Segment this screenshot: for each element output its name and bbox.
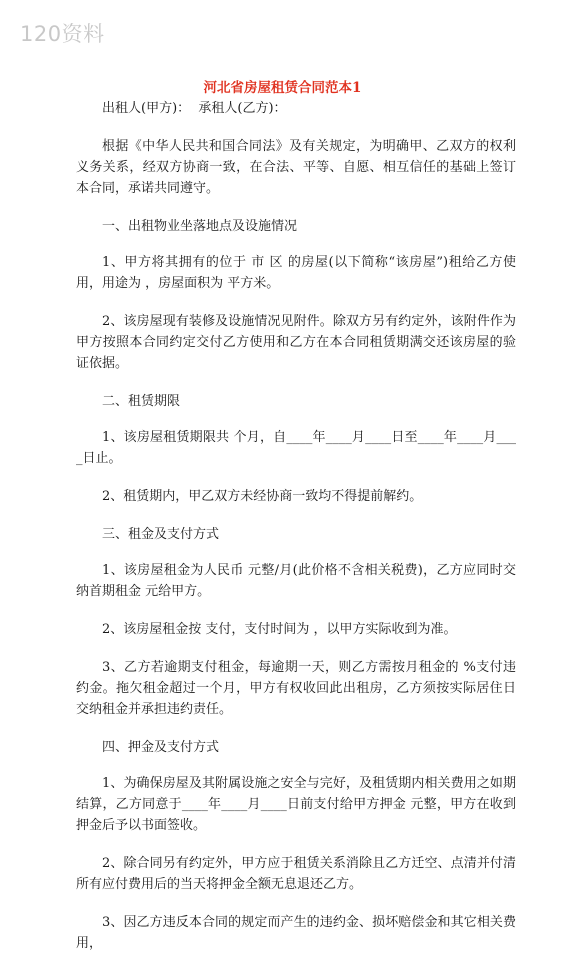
section-heading: 三、租金及支付方式 [102,527,220,542]
section-heading: 一、出租物业坐落地点及设施情况 [102,219,298,234]
paragraph-clause-4-3: 3、因乙方违反本合同的规定而产生的违约金、损坏赔偿金和其它相关费用， [76,915,516,951]
section-heading: 四、押金及支付方式 [102,740,220,755]
paragraph-clause-3-3: 3、乙方若逾期支付租金，每逾期一天，则乙方需按月租金的 %支付违约金。拖欠租金超过一个月，甲方有权收回此出租房，乙方须按实际居住日交纳租金并承担违约责任。 [76,660,516,717]
document-title: 河北省房屋租赁合同范本1 [203,80,362,96]
paragraph-clause-3-2: 2、该房屋租金按 支付，支付时间为 ，以甲方实际收到为准。 [102,622,457,637]
section-heading: 二、租赁期限 [102,394,181,409]
paragraph-preamble: 根据《中华人民共和国合同法》及有关规定，为明确甲、乙双方的权利义务关系，经双方协商一致，在合法、平等、自愿、相互信任的基础上签订本合同，承诺共同遵守。 [76,139,516,196]
paragraph-clause-3-1: 1、该房屋租金为人民币 元整/月(此价格不含相关税费)，乙方应同时交纳首期租金 元给甲方。 [76,563,516,599]
paragraph-parties: 出租人(甲方)： 承租人(乙方)： [102,101,287,116]
watermark-text: 120资料 [20,22,105,46]
paragraph-clause-4-1: 1、为确保房屋及其附属设施之安全与完好，及租赁期内相关费用之如期结算，乙方同意于____年____月____日前支付给甲方押金 元整，甲方在收到押金后予以书面签收。 [76,776,516,833]
paragraph-clause-4-2: 2、除合同另有约定外，甲方应于租赁关系消除且乙方迁空、点清并付清所有应付费用后的当天将押金全额无息退还乙方。 [76,856,516,892]
paragraph-clause-2-2: 2、租赁期内，甲乙双方未经协商一致均不得提前解约。 [102,489,423,504]
paragraph-clause-1-2: 2、该房屋现有装修及设施情况见附件。除双方另有约定外，该附件作为甲方按照本合同约定交付乙方使用和乙方在本合同租赁期满交还该房屋的验证依据。 [76,314,516,371]
document-body [76,98,516,971]
paragraph-clause-1-1: 1、甲方将其拥有的位于 市 区 的房屋(以下简称“该房屋”)租给乙方使用，用途为 ，房屋面积为 平方米。 [76,255,516,291]
paragraph-clause-2-1: 1、该房屋租赁期限共 个月，自____年____月____日至____年____月____日止。 [76,430,516,466]
